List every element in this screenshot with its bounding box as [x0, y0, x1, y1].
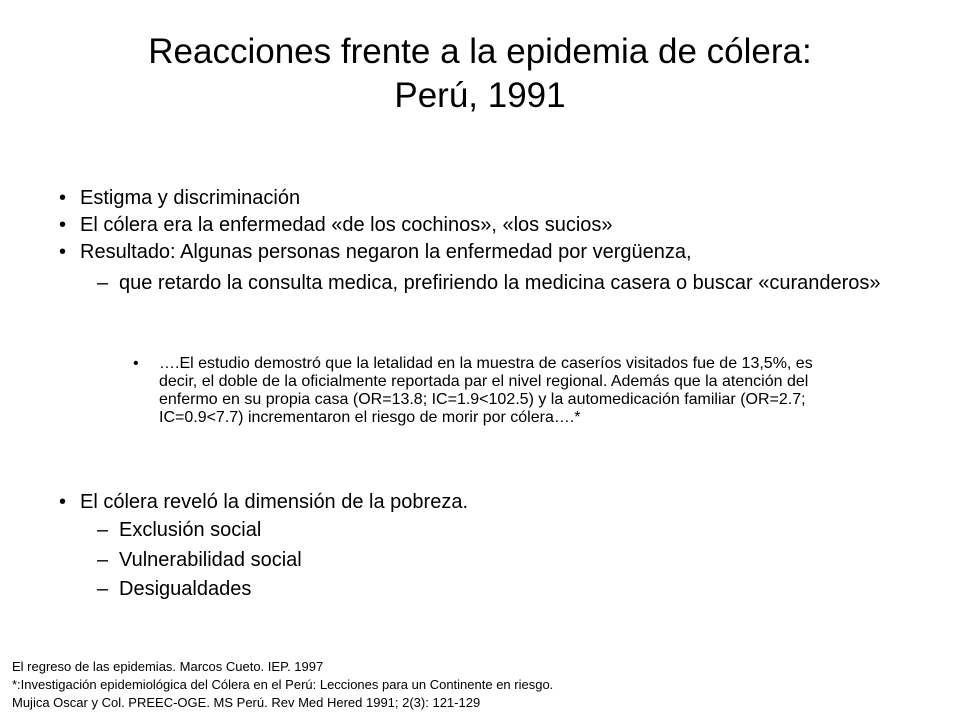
dash-marker: –	[97, 272, 109, 294]
dash-marker: –	[97, 549, 109, 571]
bullet-text: Resultado: Algunas personas negaron la enfermedad por vergüenza,	[80, 241, 692, 263]
dash-marker: –	[97, 578, 109, 600]
bullet-marker: •	[59, 241, 67, 263]
sub-bullet-text: Desigualdades	[119, 578, 252, 600]
slide-title-line-2: Perú, 1991	[394, 76, 566, 115]
reference-line: Mujica Oscar y Col. PREEC-OGE. MS Perú. Rev Med Hered 1991; 2(3): 121-129	[12, 695, 481, 710]
bullet-marker: •	[59, 187, 67, 209]
reference-line: El regreso de las epidemias. Marcos Cueto. IEP. 1997	[12, 659, 324, 674]
dash-marker: –	[97, 519, 109, 541]
bullet-marker: •	[59, 214, 67, 236]
references	[12, 658, 952, 712]
bullet-text: El cólera reveló la dimensión de la pobreza.	[80, 491, 468, 513]
bullet-marker: •	[133, 355, 139, 372]
reference-line: *:Investigación epidemiológica del Cólera en el Perú: Lecciones para un Continente en riesgo.	[12, 677, 554, 692]
bullet-marker: •	[59, 491, 67, 513]
bullet-text: El cólera era la enfermedad «de los cochinos», «los sucios»	[80, 214, 613, 236]
sub-bullet-text: que retardo la consulta medica, prefiriendo la medicina casera o buscar «curanderos»	[119, 272, 881, 294]
slide-title-line-1: Reacciones frente a la epidemia de cólera:	[148, 32, 812, 71]
sub-bullet-text: Vulnerabilidad social	[119, 549, 302, 571]
slide-title	[60, 30, 900, 118]
sub-bullet-text: Exclusión social	[119, 519, 262, 541]
quote-text: ….El estudio demostró que la letalidad en la muestra de caseríos visitados fue de 13,5%, es decir, el doble de la oficialmente reportada par el nivel regional. Además que la atención del enfermo en su propia casa (OR=13.8; IC=1.9<102.5) y la automedicación familiar (OR=2.7; IC=0.9<7.7) incrementaron el riesgo de morir por cólera….*	[159, 355, 813, 426]
bullet-text: Estigma y discriminación	[80, 187, 301, 209]
